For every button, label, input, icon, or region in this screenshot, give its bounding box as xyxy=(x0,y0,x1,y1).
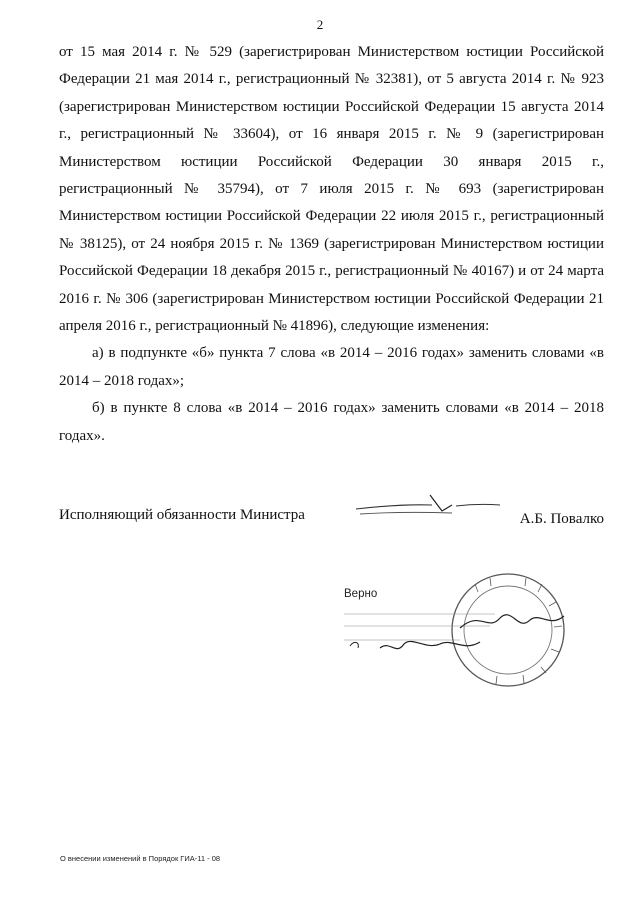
page-number: 2 xyxy=(316,17,324,32)
certified-heading: Верно xyxy=(344,588,378,600)
handwritten-signature xyxy=(352,492,502,528)
paragraph-amended-orders: от 15 мая 2014 г. № 529 (зарегистрирован Министерством юстиции Российской Федерации 21 мая 2014 г., регистрационный № 32381), от 5 августа 2014 г. № 923 (зарегистрирован Министерством юстиции Российской Федерации 15 августа 2014 г., регистрационный № 33604), от 16 января 2015 г. № 9 (зарегистрирован Министерством юстиции Российской Федерации 30 января 2015 г., регистрационный № 35794), от 7 июля 2015 г. № 693 (зарегистрирован Министерством юстиции Российской Федерации 22 июля 2015 г., регистрационный № 38125), от 24 ноября 2015 г. № 1369 (зарегистрирован Министерством юстиции Российской Федерации 18 декабря 2015 г., регистрационный № 40167) и от 24 марта 2016 г. № 306 (зарегистрирован Министерством юстиции Российской Федерации 21 апреля 2016 г., регистрационный № 41896), следующие изменения: xyxy=(59,44,604,335)
signatory-name: А.Б. Повалко xyxy=(519,511,604,527)
signature-block xyxy=(59,504,604,544)
document-body xyxy=(59,39,604,450)
document-footer: О внесении изменений в Порядок ГИА-11 - 08 xyxy=(60,854,221,863)
paragraph-change-b: б) в пункте 8 слова «в 2014 – 2016 годах» заменить словами «в 2014 – 2018 годах». xyxy=(59,400,604,444)
certified-copy-block xyxy=(330,570,610,700)
paragraph-change-a: а) в подпункте «б» пункта 7 слова «в 2014 – 2016 годах» заменить словами «в 2014 – 2018 годах»; xyxy=(59,345,604,389)
signatory-title: Исполняющий обязанности Министра xyxy=(59,507,305,523)
